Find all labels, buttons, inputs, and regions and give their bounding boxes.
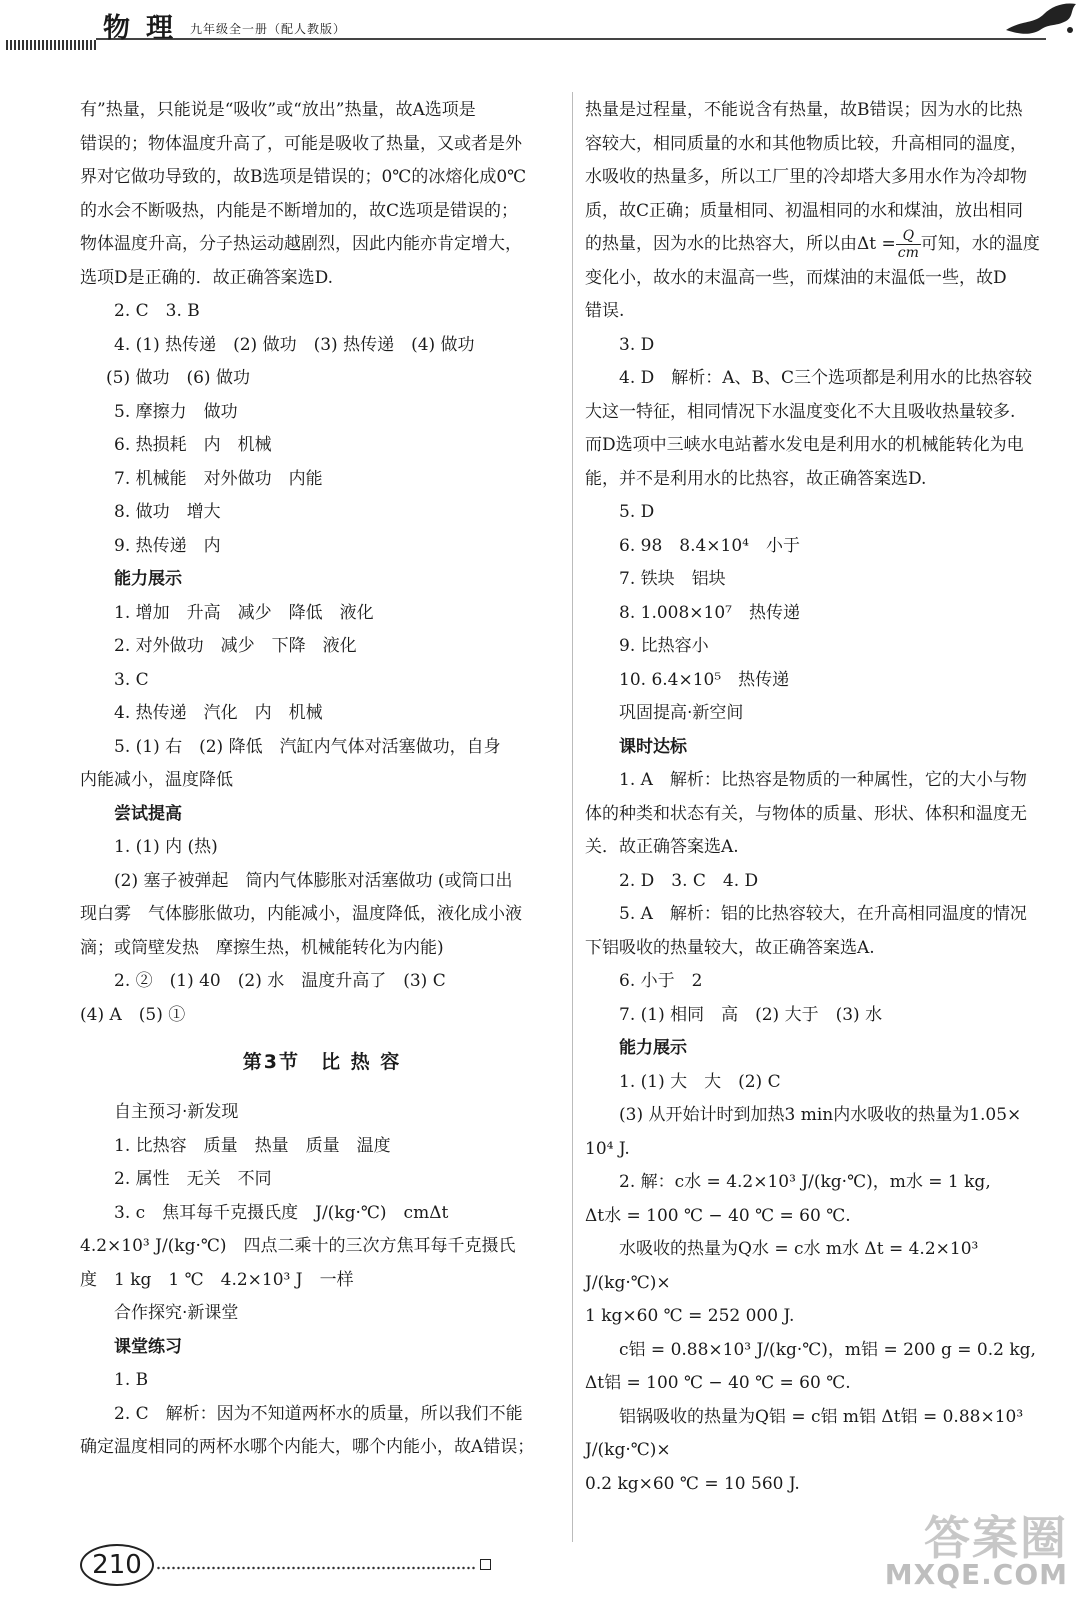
page-number: 210 <box>80 1544 154 1586</box>
answer-line: 1. (1) 内 (热) <box>114 837 218 857</box>
answer-line: 2. D 3. C 4. D <box>619 870 759 891</box>
text-line: 选项D是正确的．故正确答案选D. <box>80 267 334 288</box>
answer-line: (4) A (5) ① <box>80 1004 186 1025</box>
answer-line: 1. 比热容 质量 热量 质量 温度 <box>114 1135 391 1156</box>
answer-line: 6. 98 8.4×10⁴ 小于 <box>619 535 800 556</box>
chapter-title: 第3节 比 热 容 <box>242 1051 402 1073</box>
answer-line: 2. C 3. B <box>114 301 200 321</box>
answer-line: 1. (1) 大 大 (2) C <box>619 1071 781 1092</box>
text-line: 物体温度升高，分子热运动越剧烈，因此内能亦肯定增大， <box>80 234 522 254</box>
answer-line: 度 1 kg 1 ℃ 4.2×10³ J 一样 <box>80 1269 354 1290</box>
answer-line: (5) 做功 (6) 做功 <box>106 368 250 388</box>
answer-line: (2) 塞子被弹起 筒内气体膨胀对活塞做功 (或筒口出 <box>114 870 513 891</box>
answer-line: (3) 从开始计时到加热3 min内水吸收的热量为1.05× <box>619 1105 1022 1125</box>
answer-line: 2. 解：c水 = 4.2×10³ J/(kg·℃)，m水 = 1 kg, <box>619 1172 991 1192</box>
answer-line: 8. 做功 增大 <box>114 502 221 522</box>
answer-line: 2. 属性 无关 不同 <box>114 1169 272 1189</box>
answer-line: 而D选项中三峡水电站蓄水发电是利用水的机械能转化为电 <box>585 435 1024 455</box>
answer-line: 5. A 解析：铝的比热容较大，在升高相同温度的情况 <box>619 904 1027 924</box>
answer-line: 7. 铁块 铝块 <box>619 569 726 589</box>
answer-line: 4. D 解析：A、B、C三个选项都是利用水的比热容较 <box>619 368 1033 388</box>
answer-line: 7. (1) 相同 高 (2) 大于 (3) 水 <box>619 1004 883 1025</box>
answer-line: 2. 对外做功 减少 下降 液化 <box>114 636 357 656</box>
watermark-brand: 答案圈 <box>924 1511 1068 1565</box>
section-heading-ability: 能力展示 <box>619 1038 687 1058</box>
fraction-denominator: cm <box>897 245 919 261</box>
answer-line: 1 kg×60 ℃ = 252 000 J. <box>585 1306 795 1326</box>
answer-line: 3. D <box>619 334 655 355</box>
text-line: 的水会不断吸热，内能是不断增加的，故C选项是错误的； <box>80 200 519 221</box>
answer-line: 1. 增加 升高 减少 降低 液化 <box>114 602 374 623</box>
answer-line: 现白雾 气体膨胀做功，内能减小，温度降低，液化成小液 <box>80 904 522 924</box>
answer-line: 内能减小，温度降低 <box>80 770 233 790</box>
answer-line: Δt铝 = 100 ℃ − 40 ℃ = 60 ℃. <box>585 1373 851 1393</box>
answer-line: 4. (1) 热传递 (2) 做功 (3) 热传递 (4) 做功 <box>114 334 475 355</box>
answer-line: 0.2 kg×60 ℃ = 10 560 J. <box>585 1473 800 1494</box>
section-heading-consolidate: 巩固提高·新空间 <box>619 703 744 723</box>
answer-line: 5. 摩擦力 做功 <box>114 401 238 422</box>
dotted-leader <box>156 1566 476 1570</box>
answer-line: 体的种类和状态有关，与物体的质量、形状、体积和温度无 <box>585 803 1027 824</box>
answer-line: 8. 1.008×10⁷ 热传递 <box>619 602 800 623</box>
answer-line: 5. (1) 右 (2) 降低 汽缸内气体对活塞做功，自身 <box>114 736 501 757</box>
answer-line: 水吸收的热量为Q水 = c水 m水 Δt = 4.2×10³ J/(kg·℃)× <box>585 1239 979 1293</box>
formula-prefix: 的热量，因为水的比热容大，所以由Δt = <box>585 234 896 254</box>
answer-line: 下铝吸收的热量较大，故正确答案选A. <box>585 937 875 958</box>
header-barcode-decoration <box>6 40 96 50</box>
answer-line: 10⁴ J. <box>585 1138 630 1159</box>
header-rule <box>96 38 1046 40</box>
footer-square-mark <box>480 1559 491 1570</box>
watermark-url: MXQE.COM <box>884 1558 1068 1591</box>
answer-line: 3. c 焦耳每千克摄氏度 J/(kg·℃) cmΔt <box>114 1202 449 1223</box>
answer-line: 铝锅吸收的热量为Q铝 = c铝 m铝 Δt铝 = 0.88×10³ J/(kg·℃)× <box>585 1406 1024 1460</box>
ink-splash-decoration <box>1004 0 1078 40</box>
section-heading-target: 课时达标 <box>619 736 687 757</box>
answer-line: 3. C <box>114 669 149 690</box>
fraction-numerator: Q <box>896 228 921 245</box>
answer-line: 能，并不是利用水的比热容，故正确答案选D. <box>585 468 927 489</box>
text-line: 质，故C正确；质量相同、初温相同的水和煤油，放出相同 <box>585 200 1024 221</box>
answer-line: 9. 热传递 内 <box>114 535 221 556</box>
right-column <box>585 94 1049 1501</box>
text-line-with-formula <box>585 228 1049 262</box>
section-heading-coop: 合作探究·新课堂 <box>114 1303 239 1323</box>
answer-line: 6. 小于 2 <box>619 971 703 991</box>
answer-line: 2. ② (1) 40 (2) 水 温度升高了 (3) C <box>114 971 446 991</box>
answer-line: 1. B <box>114 1370 149 1390</box>
answer-line: 2. C 解析：因为不知道两杯水的质量，所以我们不能 <box>114 1403 523 1424</box>
answer-line: c铝 = 0.88×10³ J/(kg·℃)，m铝 = 200 g = 0.2 kg, <box>619 1339 1036 1360</box>
answer-line: 确定温度相同的两杯水哪个内能大，哪个内能小，故A错误； <box>80 1437 535 1457</box>
text-line: 有”热量，只能说是“吸收”或“放出”热量，故A选项是 <box>80 100 476 120</box>
answer-line: 4.2×10³ J/(kg·℃) 四点二乘十的三次方焦耳每千克摄氏 <box>80 1236 516 1256</box>
answer-line: 9. 比热容小 <box>619 636 709 656</box>
section-heading-ability: 能力展示 <box>114 569 182 589</box>
text-line: 错误. <box>585 301 625 321</box>
answer-line: 7. 机械能 对外做功 内能 <box>114 468 323 489</box>
section-heading-class: 课堂练习 <box>114 1336 182 1357</box>
subject-title: 物理 <box>103 13 189 44</box>
answer-line: 4. 热传递 汽化 内 机械 <box>114 703 323 723</box>
answer-line: 6. 热损耗 内 机械 <box>114 435 272 455</box>
answer-line: 关．故正确答案选A. <box>585 837 739 857</box>
watermark-logo <box>884 1502 1068 1594</box>
fraction-q-over-cm <box>896 228 921 261</box>
text-line: 界对它做功导致的，故B选项是错误的；0℃的冰熔化成0℃ <box>80 167 527 187</box>
page-header <box>0 0 1086 56</box>
grade-edition: 九年级全一册（配人教版） <box>190 22 347 36</box>
section-heading-preview: 自主预习·新发现 <box>114 1102 239 1122</box>
text-line: 错误的；物体温度升高了，可能是吸收了热量，又或者是外 <box>80 133 522 154</box>
column-divider <box>572 92 573 1542</box>
left-column <box>80 94 564 1465</box>
text-line: 容较大，相同质量的水和其他物质比较，升高相同的温度， <box>585 133 1027 154</box>
answer-line: 滴；或筒壁发热 摩擦生热，机械能转化为内能) <box>80 937 444 958</box>
answer-line: 10. 6.4×10⁵ 热传递 <box>619 669 790 690</box>
answer-line: 1. A 解析：比热容是物质的一种属性，它的大小与物 <box>619 770 1027 790</box>
answer-line: 大这一特征，相同情况下水温度变化不大且吸收热量较多. <box>585 401 1016 422</box>
answer-line: Δt水 = 100 ℃ − 40 ℃ = 60 ℃. <box>585 1205 851 1226</box>
answer-line: 5. D <box>619 502 655 522</box>
text-line: 热量是过程量，不能说含有热量，故B错误；因为水的比热 <box>585 100 1023 120</box>
text-line: 变化小，故水的末温高一些，而煤油的末温低一些，故D <box>585 267 1007 288</box>
page-footer <box>70 1544 490 1584</box>
section-heading-try: 尝试提高 <box>114 803 182 824</box>
formula-suffix: 可知，水的温度 <box>920 234 1040 254</box>
text-line: 水吸收的热量多，所以工厂里的冷却塔大多用水作为冷却物 <box>585 167 1027 187</box>
